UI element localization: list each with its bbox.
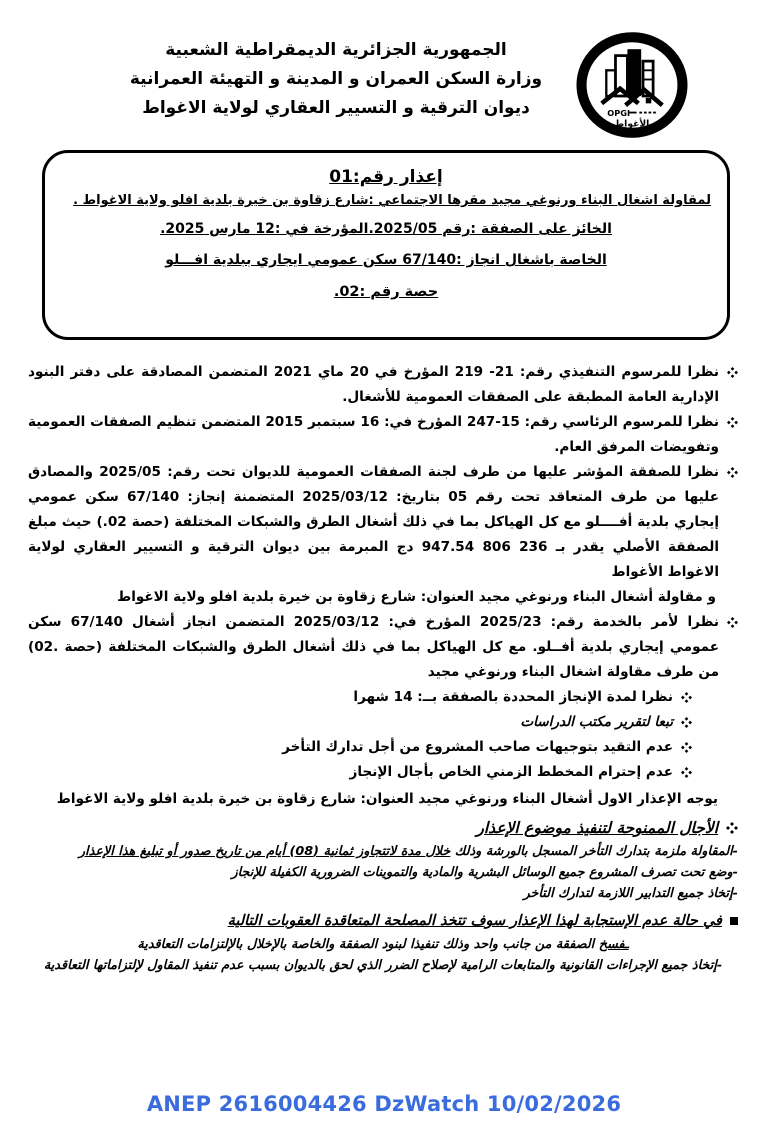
document-header bbox=[0, 36, 672, 124]
diamond-bullet-icon bbox=[681, 710, 692, 735]
opgi-seal-icon bbox=[576, 30, 688, 140]
deadlines-heading-text: الأجال الممنوحة لتنفيذ موضوع الإعذار bbox=[476, 819, 718, 837]
consideration-text: نظرا لمدة الإنجاز المحددة بالصفقة بــ: 14 شهرا bbox=[353, 689, 673, 705]
deadline-item-text: -المقاولة ملزمة بتدارك التأخر المسجل بالورشة وذلك bbox=[450, 844, 738, 859]
diamond-bullet-icon bbox=[727, 610, 738, 685]
consideration-text: عدم التقيد بتوجيهات صاحب المشروع من أجل تدارك التأخر bbox=[282, 739, 673, 755]
consideration-text: نظرا للمرسوم التنفيذي رقم: 21- 219 المؤرخ في 20 ماي 2021 المتضمن المصادقة على دفتر البنود الإدارية العامة المطبقة على الصفقات العمومية للأشغال. bbox=[28, 364, 719, 405]
seal-org-label: OPGI bbox=[607, 108, 631, 119]
document-body bbox=[28, 360, 738, 976]
consideration-item bbox=[28, 685, 692, 710]
diamond-bullet-icon bbox=[727, 410, 738, 460]
header-ministry: وزارة السكن العمران و المدينة و التهيئة العمرانية bbox=[129, 69, 543, 90]
deadlines-heading bbox=[28, 816, 738, 841]
penalty-item: -إتخاذ جميع الإجراءات القانونية والمتابعات الرامية لإصلاح الضرر الذي لحق بالديوان بسبب عدم تنفيذ المقاول لإلتزاماتها التعاقدية bbox=[43, 958, 723, 973]
header-republic: الجمهورية الجزائرية الديمقراطية الشعبية bbox=[165, 40, 507, 60]
penalties-heading-text: في حالة عدم الإستجابة لهذا الإعذار سوف تتخذ المصلحة المتعاقدة العقوبات التالية bbox=[227, 913, 722, 929]
consideration-item bbox=[28, 410, 738, 460]
penalty-item bbox=[28, 934, 738, 955]
consideration-item bbox=[28, 360, 738, 410]
consideration-text: نظرا لأمر بالخدمة رقم: 2025/23 المؤرخ في: 2025/03/12 المتضمن انجاز أشغال 67/140 سكن عمومي إيجاري بلدية أفــلو. مع كل الهياكل بما في ذلك أشغال الطرق والشبكات المختلفة (حصة .02) من طرف مقاولة اشغال البناء ورنوغي مجيد bbox=[28, 614, 719, 680]
penalty-item-underlined-text: ـفسخ bbox=[598, 937, 629, 952]
consideration-item bbox=[28, 760, 692, 785]
consideration-text: نظرا للمرسوم الرئاسي رقم: 15-247 المؤرخ في: 16 سبتمبر 2015 المتضمن تنظيم الصفقات العمومية وتفويضات المرفق العام. bbox=[28, 414, 719, 455]
square-bullet-icon bbox=[730, 917, 738, 925]
notice-contract-line: الخائز على الصفقة :رقم 2025/05.المؤرخة في :12 مارس 2025. bbox=[160, 221, 612, 237]
consideration-text: تبعا لتقرير مكتب الدراسات bbox=[520, 714, 673, 730]
notice-project-line: الخاصة باشغال انجاز :67/140 سكن عمومي ايجاري ببلدية افـــلو bbox=[165, 252, 607, 268]
notice-lot-line: حصة رقم :02. bbox=[333, 284, 439, 300]
seal-city-label: الأغواط bbox=[614, 118, 650, 130]
consideration-item bbox=[28, 735, 692, 760]
deadline-item: -إتخاذ جميع التدابير اللازمة لتدارك التأخر bbox=[523, 886, 738, 901]
penalties-heading bbox=[28, 909, 738, 934]
penalty-item-text: الصفقة من جانب واحد وذلك تنفيذا لبنود الصفقة والخاصة بالإخلال بالإلتزامات التعاقدية bbox=[137, 937, 599, 952]
notice-box bbox=[42, 150, 730, 340]
consideration-text: نظرا للصفقة المؤشر عليها من طرف لجنة الصفقات العمومية للديوان تحت رقم: 2025/05 والمصادق عليها من طرف المتعاقد تحت رقم 05 بتاريخ: 2025/03/12 المتضمنة إنجاز: 67/140 سكن عمومي إيجاري بلدية أفــــلو مع كل الهياكل بما في ذلك أشغال الطرق والشبكات المختلفة (حصة 02.) حيث مبلغ الصفقة الأصلي يقدر بـ 236 806 947.54 دج المبرمة بين ديوان الترقية و التسيير العقاري لولاية الاغواط الأغواط bbox=[28, 464, 720, 580]
diamond-bullet-icon bbox=[727, 460, 738, 585]
consideration-text: عدم إحترام المخطط الزمني الخاص بأجال الإنجاز bbox=[349, 764, 673, 780]
diamond-bullet-icon bbox=[727, 360, 738, 410]
diamond-bullet-icon bbox=[726, 816, 738, 841]
deadline-item: -وضع تحت تصرف المشروع جميع الوسائل البشرية والمادية والتموينات الضرورية الكفيلة للإنجاز bbox=[231, 865, 738, 880]
diamond-bullet-icon bbox=[681, 760, 692, 785]
notice-company-line: لمقاولة اشغال البناء ورنوغي مجيد مقرها الاجتماعي :شارع زقاوة بن خيرة بلدية افلو ولاية الاغواط . bbox=[73, 193, 711, 208]
consideration-item bbox=[28, 460, 738, 585]
consideration-item bbox=[28, 610, 738, 685]
notice-title: إعذار رقم:01 bbox=[329, 167, 443, 187]
deadline-item bbox=[28, 841, 738, 862]
anep-footer: ANEP 2616004426 DzWatch 10/02/2026 bbox=[146, 1092, 622, 1116]
deadline-item-underlined-text: خلال مدة لاتتجاوز ثمانية (08) أيام من تاريخ صدور أو تبليغ هذا الإعذار bbox=[78, 844, 451, 859]
dispatch-line: يوجه الإعذار الاول أشغال البناء ورنوغي مجيد العنوان: شارع زقاوة بن خيرة بلدية افلو ولاية الاغواط bbox=[56, 791, 718, 807]
diamond-bullet-icon bbox=[681, 735, 692, 760]
header-office: ديوان الترقية و التسيير العقاري لولاية الاغواط bbox=[142, 98, 530, 119]
diamond-bullet-icon bbox=[681, 685, 692, 710]
consideration-extra-line: و مقاولة أشغال البناء ورنوغي مجيد العنوان: شارع زقاوة بن خيرة بلدية افلو ولاية الاغواط bbox=[117, 589, 716, 605]
consideration-item bbox=[28, 710, 692, 735]
